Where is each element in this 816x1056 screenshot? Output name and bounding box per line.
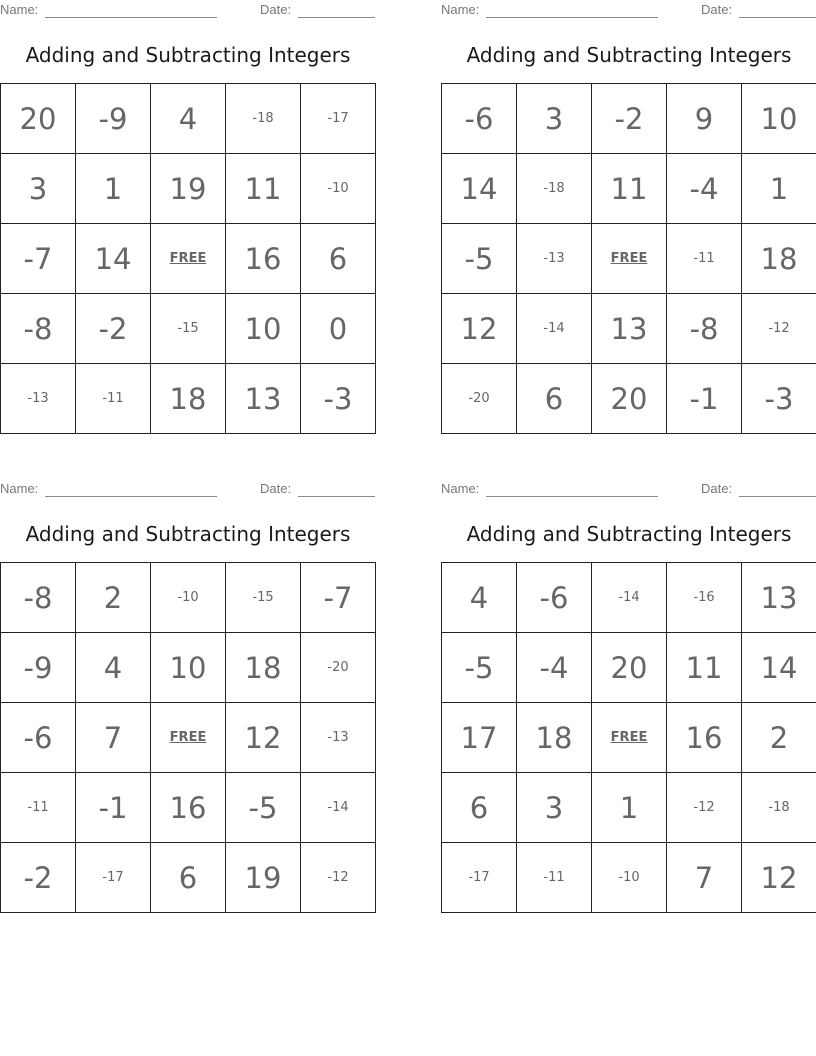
bingo-cell: 6 <box>442 773 517 843</box>
bingo-cell: 16 <box>667 703 742 773</box>
bingo-cell: -20 <box>442 364 517 434</box>
bingo-cell: 3 <box>517 84 592 154</box>
name-label: Name: <box>0 2 39 17</box>
bingo-cell: 2 <box>76 563 151 633</box>
bingo-cell: 19 <box>226 843 301 913</box>
bingo-cell: -2 <box>76 294 151 364</box>
bingo-cell: -11 <box>76 364 151 434</box>
date-blank-line[interactable] <box>298 496 375 497</box>
date-blank-line[interactable] <box>298 17 375 18</box>
bingo-cell: -5 <box>442 633 517 703</box>
bingo-cell: -13 <box>301 703 376 773</box>
bingo-cell: 18 <box>151 364 226 434</box>
bingo-cell: 14 <box>76 224 151 294</box>
bingo-cell: -14 <box>517 294 592 364</box>
bingo-cell: 4 <box>151 84 226 154</box>
bingo-cell: 1 <box>592 773 667 843</box>
bingo-cell: -7 <box>1 224 76 294</box>
bingo-cell: -18 <box>226 84 301 154</box>
bingo-cell: -12 <box>301 843 376 913</box>
bingo-cell: -2 <box>592 84 667 154</box>
bingo-row <box>1 633 376 703</box>
bingo-cell: -6 <box>442 84 517 154</box>
bingo-cell: 12 <box>226 703 301 773</box>
bingo-cell: 18 <box>742 224 816 294</box>
card-title: Adding and Subtracting Integers <box>466 522 792 546</box>
bingo-cell: -18 <box>742 773 816 843</box>
bingo-cell: -17 <box>442 843 517 913</box>
name-blank-line[interactable] <box>45 496 217 497</box>
bingo-cell: -6 <box>517 563 592 633</box>
name-label: Name: <box>441 481 480 496</box>
bingo-cell: 20 <box>1 84 76 154</box>
bingo-cell: -11 <box>1 773 76 843</box>
name-label: Name: <box>441 2 480 17</box>
bingo-cell: 18 <box>226 633 301 703</box>
free-space-cell: FREE <box>592 703 667 773</box>
free-space-cell: FREE <box>151 224 226 294</box>
bingo-cell: 11 <box>226 154 301 224</box>
bingo-cell: -11 <box>517 843 592 913</box>
bingo-row <box>1 154 376 224</box>
bingo-cell: -12 <box>742 294 816 364</box>
bingo-cell: -5 <box>442 224 517 294</box>
date-label: Date: <box>701 2 733 17</box>
bingo-cell: 7 <box>76 703 151 773</box>
date-blank-line[interactable] <box>739 496 816 497</box>
name-date-header <box>0 481 376 499</box>
bingo-row <box>442 563 816 633</box>
bingo-row <box>442 773 816 843</box>
bingo-row <box>442 224 816 294</box>
bingo-cell: 2 <box>742 703 816 773</box>
bingo-row <box>442 154 816 224</box>
bingo-cell: -17 <box>76 843 151 913</box>
bingo-row <box>1 294 376 364</box>
bingo-cell: 11 <box>592 154 667 224</box>
bingo-cell: 13 <box>592 294 667 364</box>
bingo-cell: -9 <box>76 84 151 154</box>
bingo-row <box>1 84 376 154</box>
name-date-header <box>441 2 816 20</box>
bingo-cell: -8 <box>1 294 76 364</box>
bingo-cell: -14 <box>301 773 376 843</box>
bingo-row <box>1 563 376 633</box>
bingo-cell: 6 <box>301 224 376 294</box>
bingo-cell: -5 <box>226 773 301 843</box>
bingo-cell: 3 <box>517 773 592 843</box>
bingo-cell: -4 <box>667 154 742 224</box>
bingo-cell: -14 <box>592 563 667 633</box>
bingo-cell: 4 <box>76 633 151 703</box>
bingo-cell: 1 <box>742 154 816 224</box>
date-label: Date: <box>701 481 733 496</box>
card-title: Adding and Subtracting Integers <box>25 43 351 67</box>
bingo-row <box>442 703 816 773</box>
bingo-cell: 16 <box>226 224 301 294</box>
bingo-row <box>1 703 376 773</box>
bingo-cell: -11 <box>667 224 742 294</box>
bingo-cell: -15 <box>151 294 226 364</box>
bingo-cell: 10 <box>226 294 301 364</box>
name-blank-line[interactable] <box>486 17 658 18</box>
bingo-cell: 16 <box>151 773 226 843</box>
bingo-cell: 6 <box>517 364 592 434</box>
bingo-cell: 0 <box>301 294 376 364</box>
bingo-cell: -6 <box>1 703 76 773</box>
bingo-cell: -13 <box>1 364 76 434</box>
bingo-cell: 19 <box>151 154 226 224</box>
bingo-cell: -15 <box>226 563 301 633</box>
bingo-cell: -20 <box>301 633 376 703</box>
bingo-row <box>442 364 816 434</box>
bingo-row <box>442 633 816 703</box>
bingo-cell: 10 <box>742 84 816 154</box>
name-label: Name: <box>0 481 39 496</box>
bingo-cell: 14 <box>742 633 816 703</box>
free-space-cell: FREE <box>592 224 667 294</box>
bingo-cell: 3 <box>1 154 76 224</box>
bingo-cell: -10 <box>592 843 667 913</box>
bingo-row <box>442 843 816 913</box>
bingo-cell: 14 <box>442 154 517 224</box>
bingo-cell: -18 <box>517 154 592 224</box>
bingo-cell: -12 <box>667 773 742 843</box>
free-space-cell: FREE <box>151 703 226 773</box>
bingo-cell: -2 <box>1 843 76 913</box>
bingo-row <box>442 84 816 154</box>
bingo-cell: 18 <box>517 703 592 773</box>
bingo-cell: 11 <box>667 633 742 703</box>
bingo-grid <box>0 83 376 434</box>
bingo-grid <box>441 83 816 434</box>
date-blank-line[interactable] <box>739 17 816 18</box>
bingo-cell: 1 <box>76 154 151 224</box>
bingo-cell: -7 <box>301 563 376 633</box>
bingo-cell: 17 <box>442 703 517 773</box>
bingo-cell: 12 <box>442 294 517 364</box>
bingo-cell: -8 <box>1 563 76 633</box>
date-label: Date: <box>260 2 292 17</box>
name-blank-line[interactable] <box>486 496 658 497</box>
card-title: Adding and Subtracting Integers <box>25 522 351 546</box>
bingo-cell: -9 <box>1 633 76 703</box>
bingo-cell: 10 <box>151 633 226 703</box>
bingo-cell: -3 <box>301 364 376 434</box>
bingo-row <box>1 843 376 913</box>
bingo-row <box>1 364 376 434</box>
bingo-cell: 13 <box>742 563 816 633</box>
name-blank-line[interactable] <box>45 17 217 18</box>
bingo-grid <box>441 562 816 913</box>
bingo-cell: -1 <box>667 364 742 434</box>
date-label: Date: <box>260 481 292 496</box>
name-date-header <box>441 481 816 499</box>
bingo-cell: 12 <box>742 843 816 913</box>
bingo-cell: 7 <box>667 843 742 913</box>
bingo-row <box>1 773 376 843</box>
bingo-cell: -8 <box>667 294 742 364</box>
bingo-cell: -1 <box>76 773 151 843</box>
bingo-cell: 4 <box>442 563 517 633</box>
card-title: Adding and Subtracting Integers <box>466 43 792 67</box>
name-date-header <box>0 2 376 20</box>
bingo-row <box>1 224 376 294</box>
bingo-cell: -17 <box>301 84 376 154</box>
bingo-cell: 6 <box>151 843 226 913</box>
bingo-cell: 13 <box>226 364 301 434</box>
bingo-cell: 20 <box>592 633 667 703</box>
bingo-cell: 20 <box>592 364 667 434</box>
bingo-grid <box>0 562 376 913</box>
bingo-cell: -3 <box>742 364 816 434</box>
bingo-cell: -4 <box>517 633 592 703</box>
bingo-cell: 9 <box>667 84 742 154</box>
bingo-cell: -16 <box>667 563 742 633</box>
bingo-cell: -10 <box>151 563 226 633</box>
bingo-cell: -10 <box>301 154 376 224</box>
bingo-row <box>442 294 816 364</box>
bingo-cell: -13 <box>517 224 592 294</box>
